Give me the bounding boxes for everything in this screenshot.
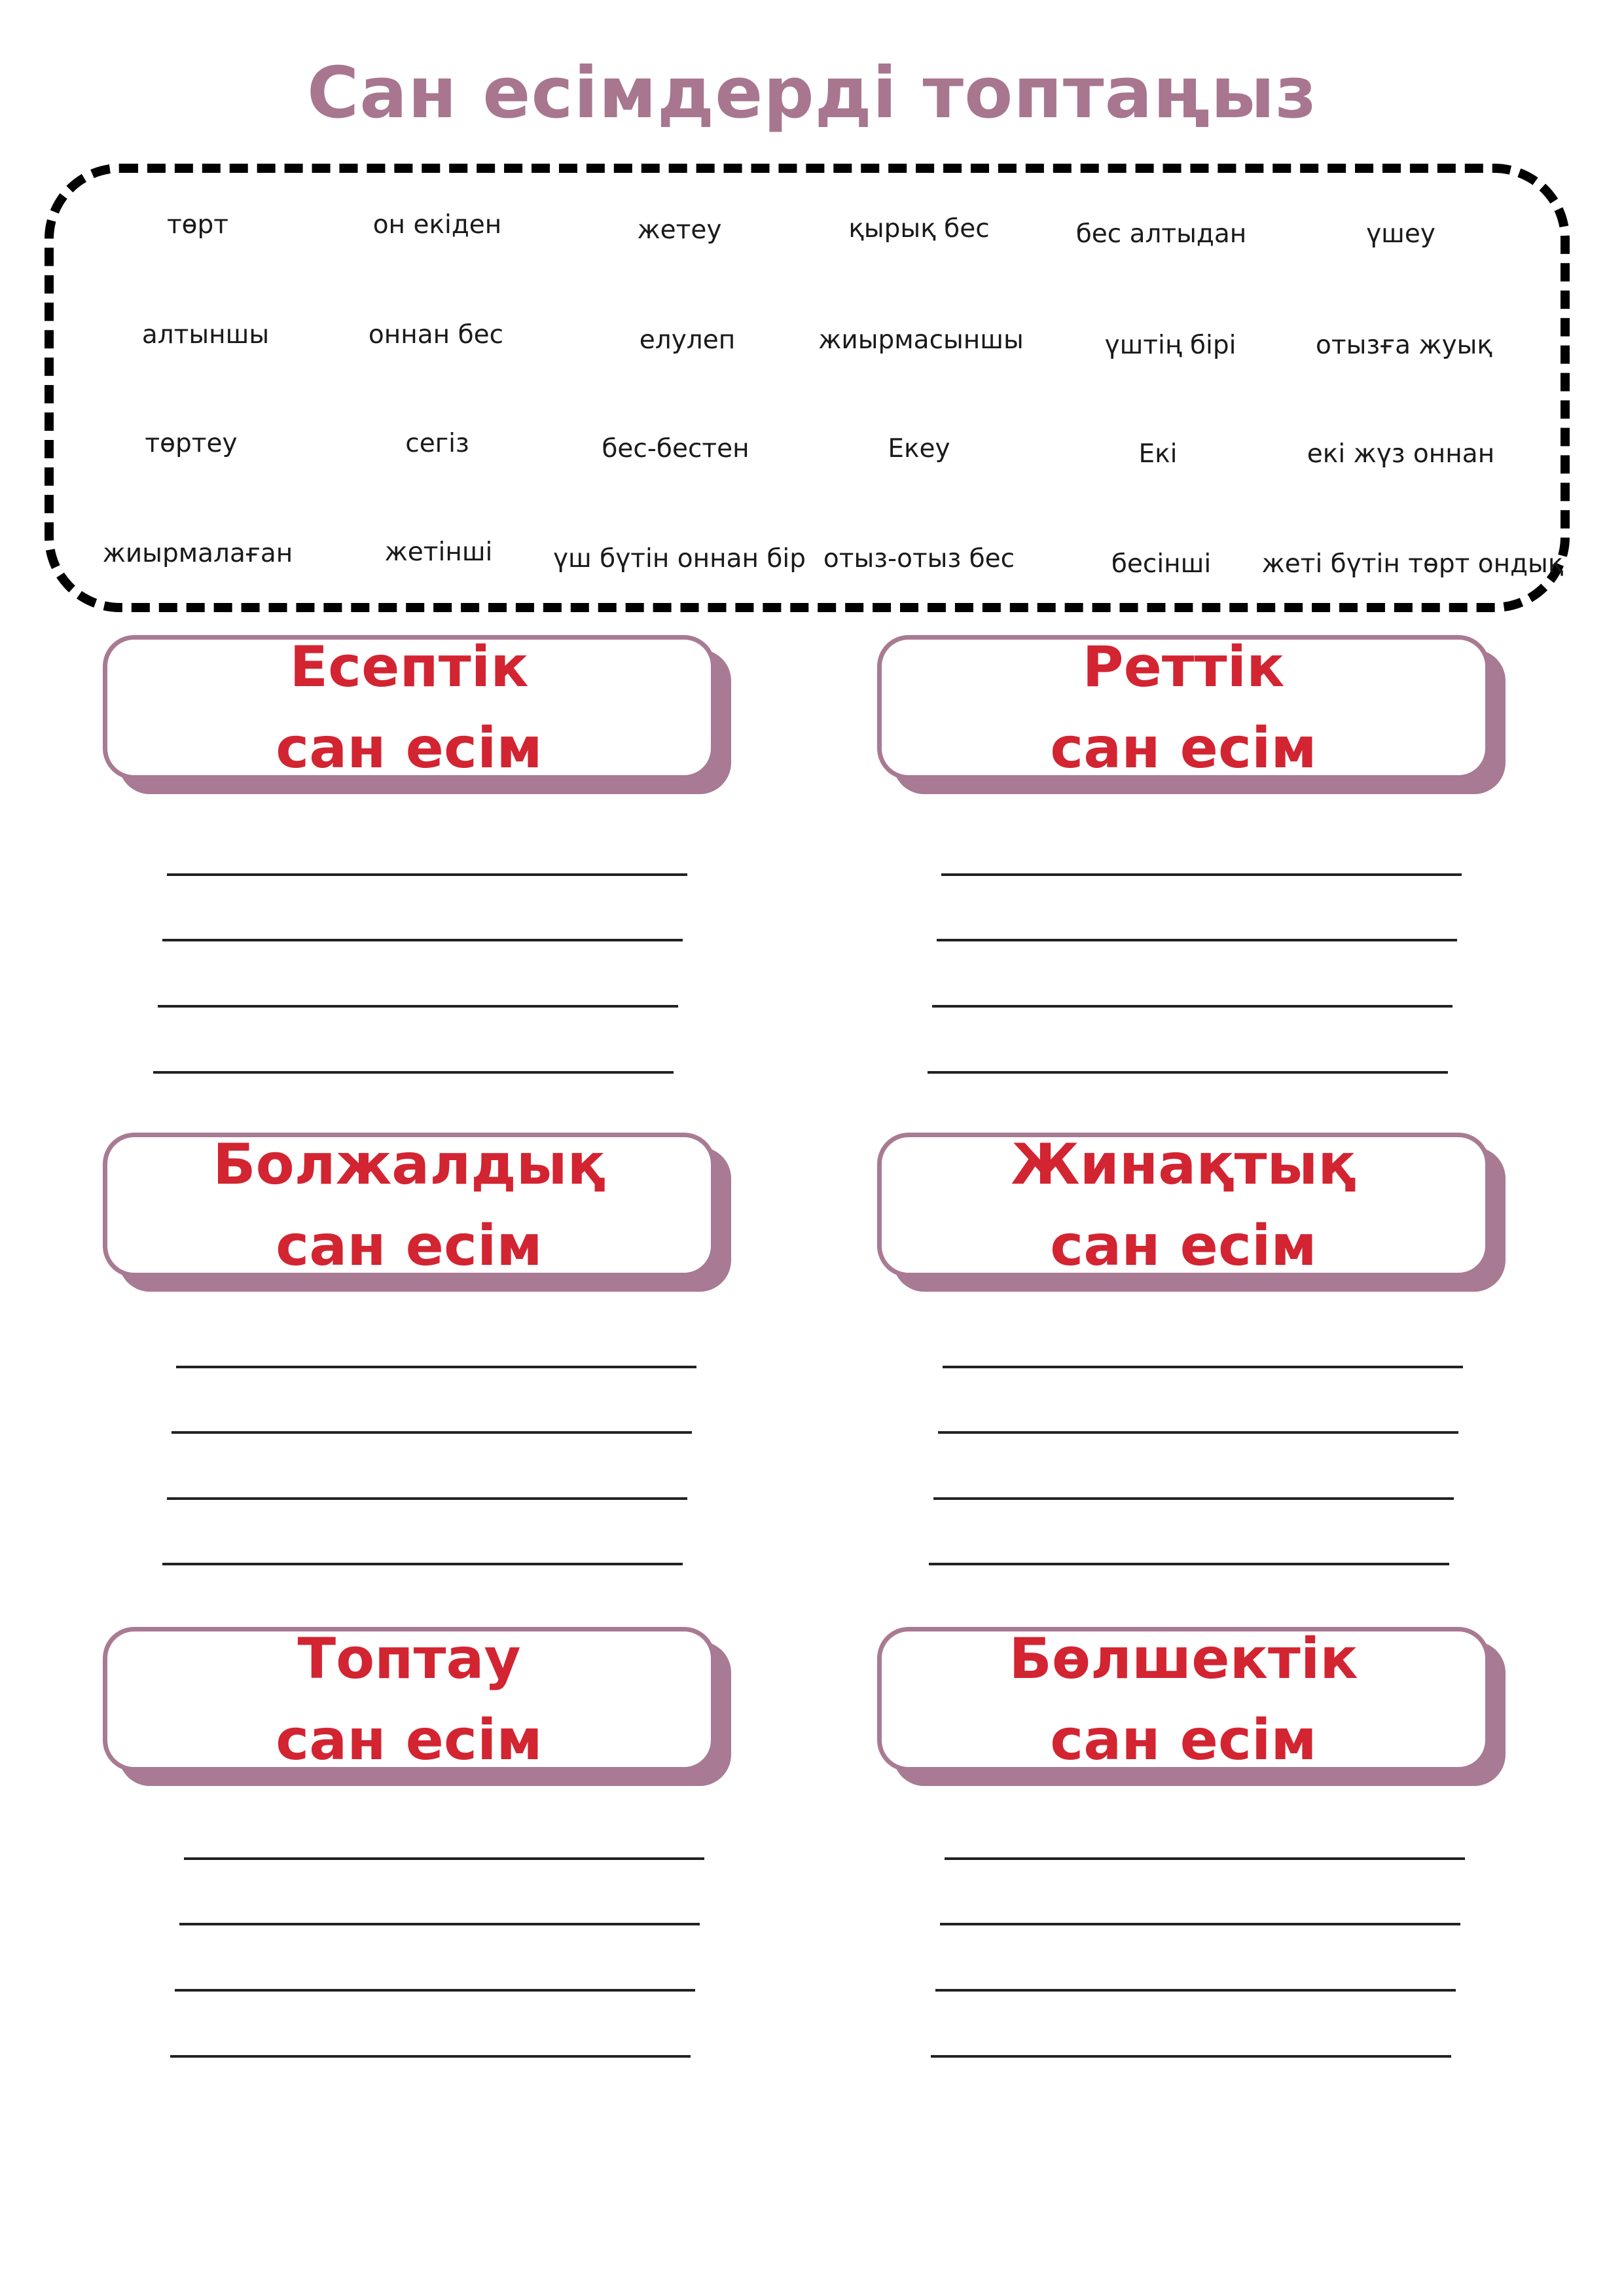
card-face <box>103 1627 715 1772</box>
answer-line[interactable] <box>162 939 683 941</box>
word-item: бес-бестен <box>602 434 749 464</box>
answer-line[interactable] <box>167 873 687 876</box>
word-item: жиырмалаған <box>102 539 293 568</box>
category-title: Болжалдық <box>213 1131 605 1197</box>
answer-line[interactable] <box>167 1497 687 1500</box>
word-item: төрт <box>166 210 229 240</box>
card-face <box>103 1133 715 1277</box>
word-item: үштің бірі <box>1104 331 1236 360</box>
word-item: он екіден <box>372 210 502 240</box>
category-card-cardinal <box>103 635 731 794</box>
category-subtitle: сан есім <box>276 1707 543 1773</box>
card-face <box>877 1627 1490 1772</box>
card-face <box>103 635 715 780</box>
answer-line[interactable] <box>928 1071 1448 1074</box>
answer-line[interactable] <box>945 1857 1465 1860</box>
answer-line[interactable] <box>171 1431 692 1434</box>
answer-line[interactable] <box>935 1989 1456 1992</box>
word-item: төртеу <box>145 429 238 458</box>
answer-line[interactable] <box>184 1857 704 1860</box>
answer-line[interactable] <box>176 1366 696 1368</box>
page-title: Сан есімдерді топтаңыз <box>306 52 1318 134</box>
category-card-collective <box>877 1133 1506 1292</box>
category-subtitle: сан есім <box>276 715 543 781</box>
answer-line[interactable] <box>153 1071 674 1074</box>
answer-line[interactable] <box>179 1923 700 1925</box>
answer-line[interactable] <box>170 2055 691 2058</box>
word-item: жеті бүтін төрт ондық <box>1261 549 1564 579</box>
word-item: жетінші <box>384 538 493 567</box>
word-item: қырық бес <box>848 214 990 244</box>
category-title: Реттік <box>1082 634 1285 700</box>
word-item: жиырмасыншы <box>818 325 1024 355</box>
category-title: Бөлшектік <box>1009 1626 1358 1692</box>
word-item: елулеп <box>639 325 736 355</box>
answer-line[interactable] <box>931 2055 1451 2058</box>
word-item: Екеу <box>888 434 950 464</box>
category-title: Жинақтық <box>1011 1131 1356 1197</box>
card-face <box>877 1133 1490 1277</box>
answer-line[interactable] <box>158 1005 678 1008</box>
category-subtitle: сан есім <box>1050 715 1317 781</box>
answer-line[interactable] <box>937 939 1457 941</box>
word-item: алтыншы <box>141 320 270 350</box>
category-card-distributive <box>103 1627 731 1786</box>
word-item: екі жүз оннан <box>1307 439 1495 469</box>
category-title: Есептік <box>289 634 529 700</box>
word-item: отыз-отыз бес <box>823 544 1015 574</box>
word-item: Екі <box>1138 439 1178 469</box>
category-subtitle: сан есім <box>1050 1707 1317 1773</box>
word-item: үшеу <box>1366 219 1435 249</box>
category-subtitle: сан есім <box>1050 1212 1317 1279</box>
answer-line[interactable] <box>938 1431 1458 1434</box>
answer-line[interactable] <box>943 1366 1463 1368</box>
category-subtitle: сан есім <box>276 1212 543 1279</box>
word-bank <box>45 164 1570 612</box>
category-card-approximate <box>103 1133 731 1292</box>
word-item: бесінші <box>1111 549 1212 579</box>
card-face <box>877 635 1490 780</box>
word-item: жетеу <box>637 215 722 245</box>
answer-line[interactable] <box>932 1005 1453 1008</box>
word-item: бес алтыдан <box>1075 219 1247 249</box>
answer-line[interactable] <box>175 1989 695 1992</box>
answer-line[interactable] <box>162 1563 683 1565</box>
answer-line[interactable] <box>933 1497 1454 1500</box>
word-item: үш бүтін оннан бір <box>552 544 806 574</box>
answer-line[interactable] <box>929 1563 1449 1565</box>
word-item: оннан бес <box>368 320 504 350</box>
word-item: сегіз <box>405 429 469 458</box>
category-title: Топтау <box>297 1626 521 1692</box>
answer-line[interactable] <box>940 1923 1460 1925</box>
word-item: отызға жуық <box>1316 331 1492 360</box>
category-card-ordinal <box>877 635 1506 794</box>
category-card-fractional <box>877 1627 1506 1786</box>
answer-line[interactable] <box>941 873 1462 876</box>
